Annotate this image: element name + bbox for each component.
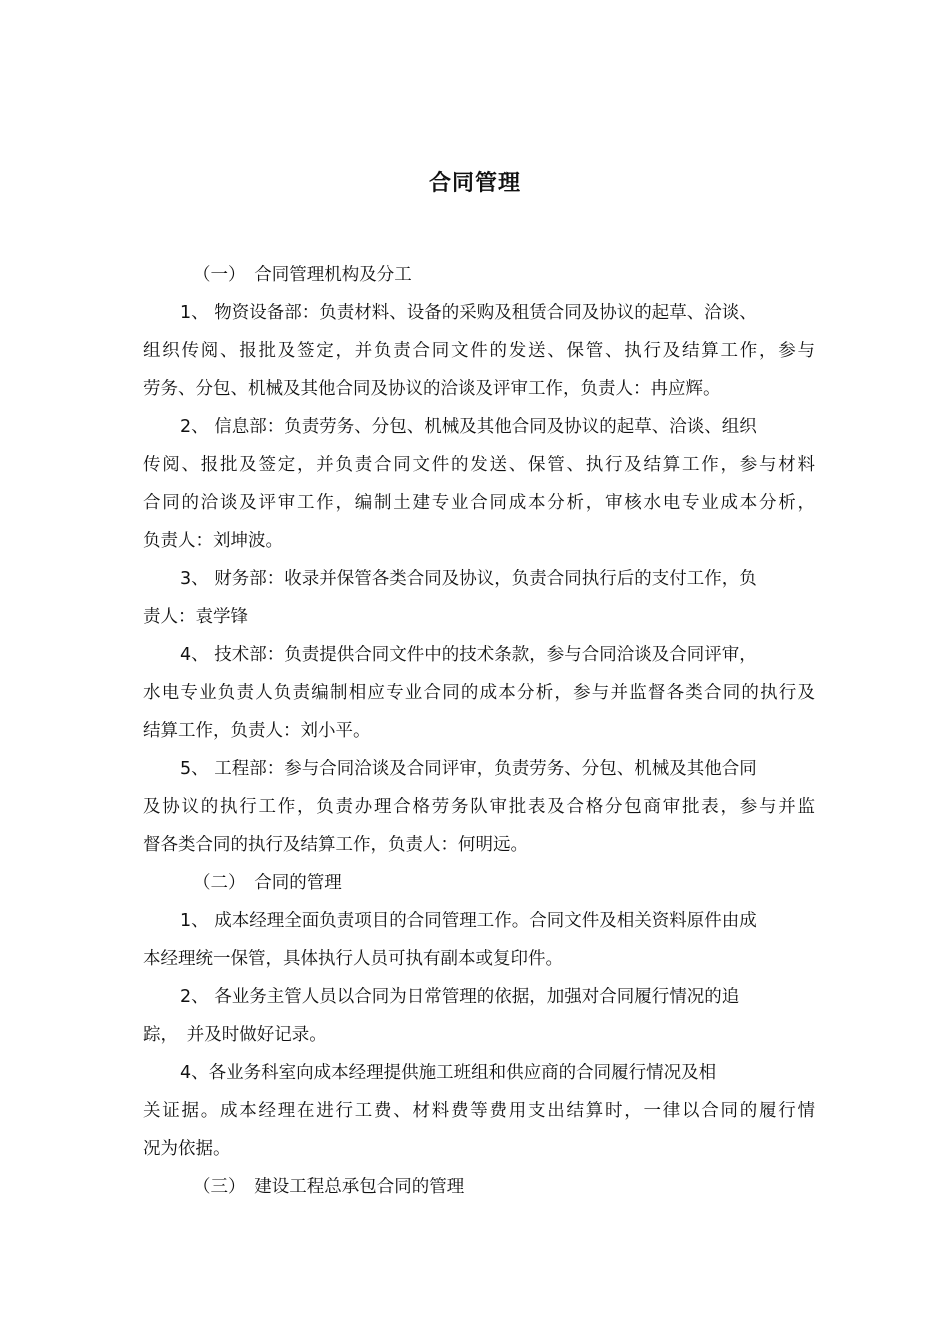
section-heading: （二） 合同的管理: [193, 873, 342, 893]
paragraph-line: 2、 各业务主管人员以合同为日常管理的依据，加强对合同履行情况的追: [180, 987, 740, 1007]
paragraph-line: 4、各业务科室向成本经理提供施工班组和供应商的合同履行情况及相: [180, 1063, 717, 1083]
paragraph-line: 4、 技术部：负责提供合同文件中的技术条款，参与合同洽谈及合同评审，: [180, 645, 757, 665]
paragraph-line: 水电专业负责人负责编制相应专业合同的成本分析，参与并监督各类合同的执行及: [143, 683, 815, 703]
paragraph-line: 1、 物资设备部：负责材料、设备的采购及租赁合同及协议的起草、洽谈、: [180, 303, 757, 323]
paragraph-line: 2、 信息部：负责劳务、分包、机械及其他合同及协议的起草、洽谈、组织: [180, 417, 757, 437]
paragraph-line: 本经理统一保管，具体执行人员可执有副本或复印件。: [143, 949, 563, 969]
paragraph-line: 关证据。成本经理在进行工费、材料费等费用支出结算时，一律以合同的履行情: [143, 1101, 815, 1121]
paragraph-line: 3、 财务部：收录并保管各类合同及协议，负责合同执行后的支付工作，负: [180, 569, 757, 589]
paragraph-line: 5、 工程部：参与合同洽谈及合同评审，负责劳务、分包、机械及其他合同: [180, 759, 757, 779]
paragraph-line: 况为依据。: [143, 1139, 231, 1159]
document-body: [143, 256, 815, 1206]
paragraph-line: 负责人：刘坤波。: [143, 531, 283, 551]
paragraph-line: 传阅、报批及签定，并负责合同文件的发送、保管、执行及结算工作，参与材料: [143, 455, 815, 475]
section-heading: （一） 合同管理机构及分工: [193, 265, 412, 285]
paragraph-line: 劳务、分包、机械及其他合同及协议的洽谈及评审工作，负责人：冉应辉。: [143, 379, 721, 399]
paragraph-line: 结算工作，负责人：刘小平。: [143, 721, 371, 741]
paragraph-line: 踪， 并及时做好记录。: [143, 1025, 327, 1045]
paragraph-line: 1、 成本经理全面负责项目的合同管理工作。合同文件及相关资料原件由成: [180, 911, 757, 931]
paragraph-line: 督各类合同的执行及结算工作，负责人：何明远。: [143, 835, 528, 855]
paragraph-line: 组织传阅、报批及签定，并负责合同文件的发送、保管、执行及结算工作，参与: [143, 341, 815, 361]
paragraph-line: 合同的洽谈及评审工作，编制土建专业合同成本分析，审核水电专业成本分析，: [143, 493, 815, 513]
paragraph-line: 责人：袁学锋: [143, 607, 248, 627]
page-title: 合同管理: [428, 171, 521, 196]
section-heading: （三） 建设工程总承包合同的管理: [193, 1177, 465, 1197]
paragraph-line: 及协议的执行工作，负责办理合格劳务队审批表及合格分包商审批表，参与并监: [143, 797, 815, 817]
